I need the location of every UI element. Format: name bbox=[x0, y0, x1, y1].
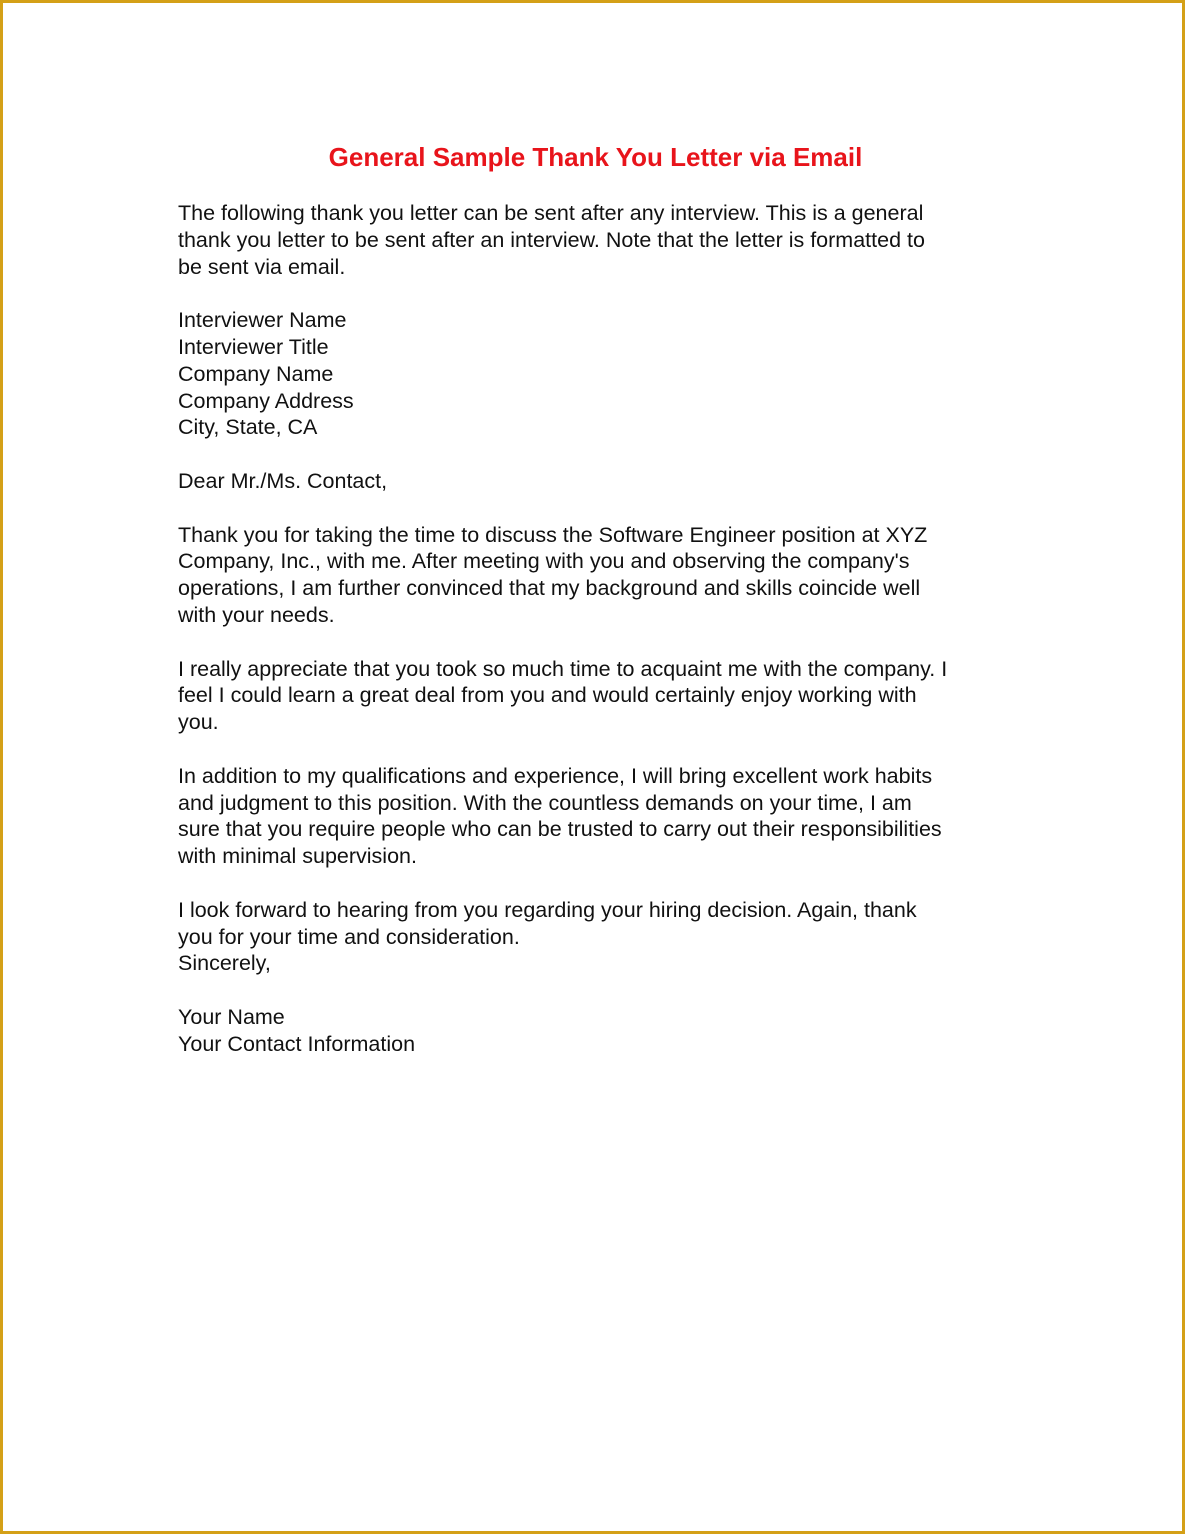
closing: Sincerely, bbox=[178, 951, 271, 976]
signature-block bbox=[178, 1004, 1028, 1058]
salutation bbox=[178, 468, 1028, 495]
recipient-company: Company Name bbox=[178, 361, 334, 386]
paragraph-line: with minimal supervision. bbox=[178, 844, 417, 869]
body-paragraph-2 bbox=[178, 656, 1028, 736]
paragraph-line: with your needs. bbox=[178, 602, 335, 627]
body-paragraph-3 bbox=[178, 763, 1028, 870]
signature-name: Your Name bbox=[178, 1004, 285, 1029]
salutation-line: Dear Mr./Ms. Contact, bbox=[178, 468, 388, 493]
intro-paragraph bbox=[178, 200, 1028, 280]
paragraph-line: you. bbox=[178, 710, 219, 735]
paragraph-line: In addition to my qualifications and experience, I will bring excellent work habits bbox=[178, 763, 933, 788]
paragraph-line: you for your time and consideration. bbox=[178, 924, 520, 949]
paragraph-line: I look forward to hearing from you regarding your hiring decision. Again, thank bbox=[178, 897, 917, 922]
body-paragraph-1 bbox=[178, 522, 1028, 629]
paragraph-line: and judgment to this position. With the countless demands on your time, I am bbox=[178, 790, 912, 815]
paragraph-line: Company, Inc., with me. After meeting with you and observing the company's bbox=[178, 549, 910, 574]
paragraph-line: sure that you require people who can be trusted to carry out their responsibilities bbox=[178, 817, 942, 842]
document-title: General Sample Thank You Letter via Email bbox=[328, 142, 863, 172]
paragraph-line: feel I could learn a great deal from you and would certainly enjoy working with bbox=[178, 683, 917, 708]
intro-line: be sent via email. bbox=[178, 254, 346, 279]
intro-line: thank you letter to be sent after an interview. Note that the letter is formatted to bbox=[178, 227, 925, 252]
recipient-address bbox=[178, 307, 1028, 441]
letter-body bbox=[178, 200, 1028, 1058]
paragraph-line: operations, I am further convinced that my background and skills coincide well bbox=[178, 576, 921, 601]
recipient-name: Interviewer Name bbox=[178, 308, 347, 333]
recipient-city-state: City, State, CA bbox=[178, 415, 318, 440]
paragraph-line: I really appreciate that you took so much time to acquaint me with the company. I bbox=[178, 656, 948, 681]
paragraph-line: Thank you for taking the time to discuss the Software Engineer position at XYZ bbox=[178, 522, 928, 547]
intro-line: The following thank you letter can be sent after any interview. This is a general bbox=[178, 201, 924, 225]
recipient-address-line: Company Address bbox=[178, 388, 354, 413]
signature-contact: Your Contact Information bbox=[178, 1031, 416, 1056]
body-paragraph-4 bbox=[178, 897, 1028, 977]
recipient-title: Interviewer Title bbox=[178, 334, 329, 359]
